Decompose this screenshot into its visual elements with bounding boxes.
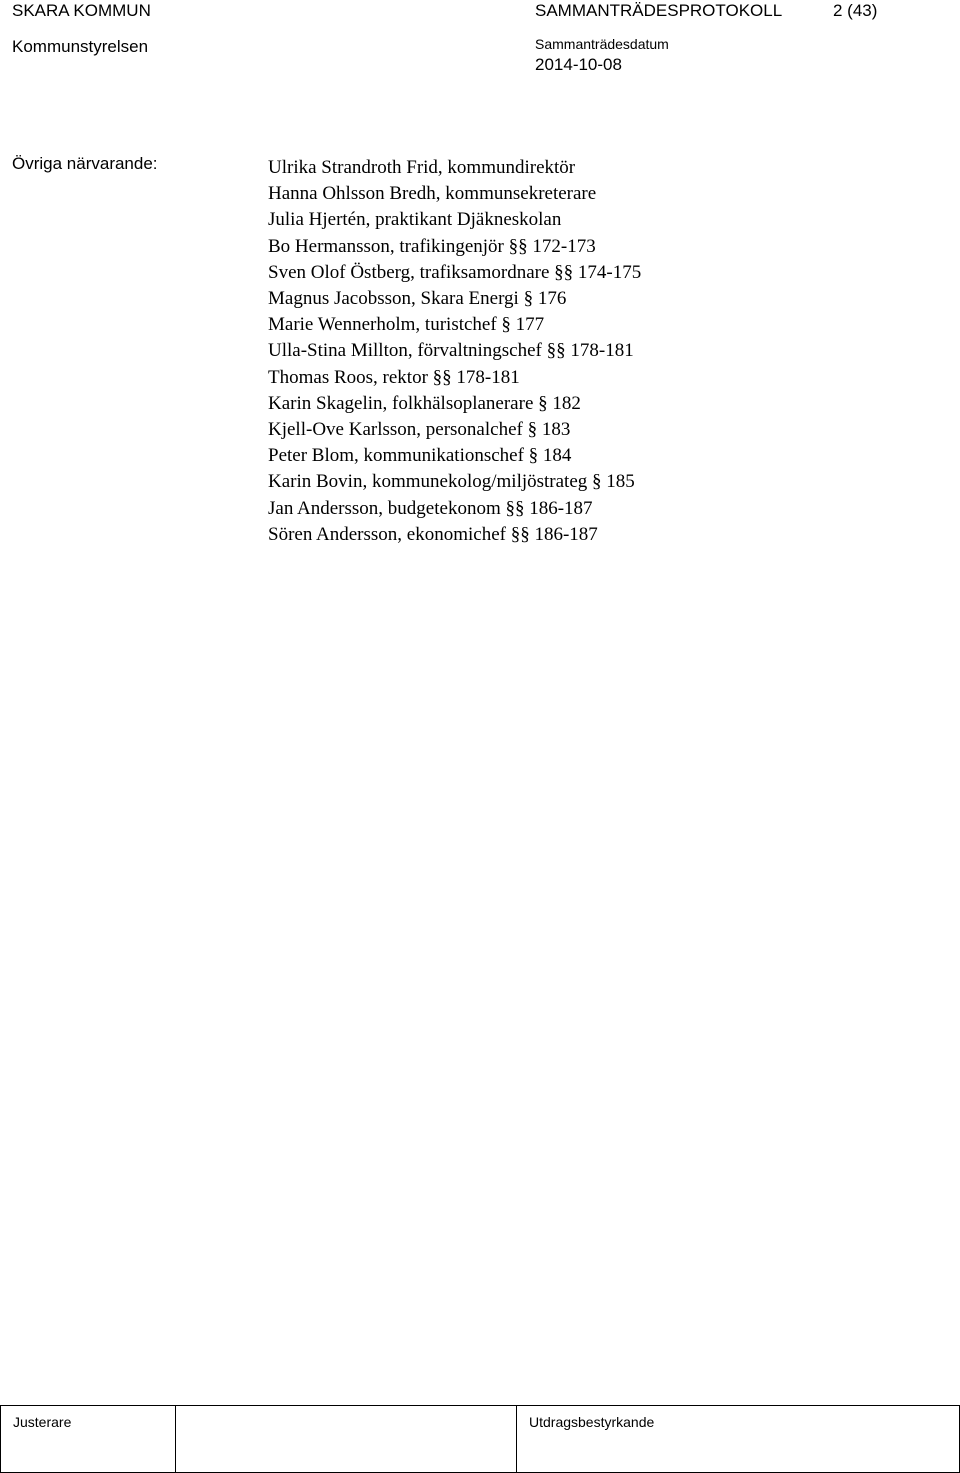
attendee-item: Thomas Roos, rektor §§ 178-181 [268, 366, 520, 388]
certification-cell [517, 1406, 960, 1473]
attendee-item: Karin Bovin, kommunekolog/miljöstrateg § 185 [268, 471, 635, 493]
certification-label: Utdragsbestyrkande [529, 1414, 655, 1430]
attendee-item: Peter Blom, kommunikationschef § 184 [268, 445, 572, 467]
signature-cell [176, 1406, 517, 1473]
attendee-item: Kjell-Ove Karlsson, personalchef § 183 [268, 419, 571, 441]
meeting-date-label: Sammanträdesdatum [535, 36, 669, 52]
attendee-item: Ulla-Stina Millton, förvaltningschef §§ 178-181 [268, 340, 634, 362]
attendee-item: Ulrika Strandroth Frid, kommundirektör [268, 157, 576, 178]
attendee-item: Bo Hermansson, trafikingenjör §§ 172-173 [268, 235, 596, 257]
attendee-item: Marie Wennerholm, turistchef § 177 [268, 314, 545, 336]
signature-cell-text [176, 1406, 516, 1414]
signature-table [0, 1405, 960, 1473]
protocol-title: SAMMANTRÄDESPROTOKOLL [535, 1, 783, 20]
organization-name: SKARA KOMMUN [12, 1, 151, 20]
adjuster-label: Justerare [13, 1414, 72, 1430]
attendee-item: Julia Hjertén, praktikant Djäkneskolan [268, 209, 562, 231]
attendee-item: Sören Andersson, ekonomichef §§ 186-187 [268, 523, 598, 545]
attendee-list [268, 155, 641, 548]
adjuster-cell [1, 1406, 176, 1473]
page-number: 2 (43) [833, 1, 878, 20]
meeting-date-value: 2014-10-08 [535, 55, 622, 74]
attendee-item: Sven Olof Östberg, trafiksamordnare §§ 174-175 [268, 261, 642, 283]
attendee-item: Magnus Jacobsson, Skara Energi § 176 [268, 288, 567, 310]
attendee-item: Jan Andersson, budgetekonom §§ 186-187 [268, 497, 593, 519]
attendees-label: Övriga närvarande: [12, 154, 158, 173]
attendee-item: Hanna Ohlsson Bredh, kommunsekreterare [268, 183, 597, 205]
attendee-item: Karin Skagelin, folkhälsoplanerare § 182 [268, 392, 581, 414]
committee-name: Kommunstyrelsen [12, 37, 149, 56]
